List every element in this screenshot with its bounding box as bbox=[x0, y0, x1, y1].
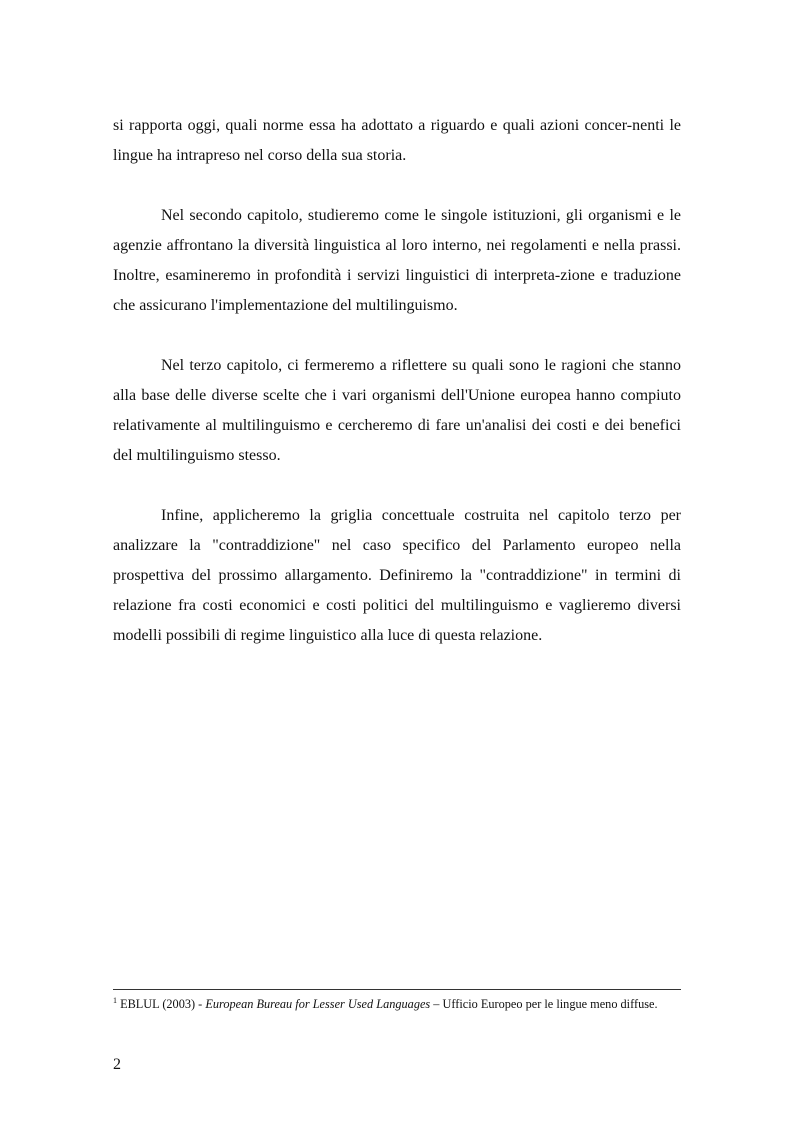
paragraph-second-chapter: Nel secondo capitolo, studieremo come le singole istituzioni, gli organismi e le agenzie affrontano la diversità linguistica al loro interno, nei regolamenti e nella prassi. Inoltre, esamineremo in profondità i servizi linguistici di interpreta-zione e traduzione che assicurano l'implementazione del multilinguismo. bbox=[113, 207, 681, 314]
paragraph-final: Infine, applicheremo la griglia concettuale costruita nel capitolo terzo per analizzare la "contraddizione" nel caso specifico del Parlamento europeo nella prospettiva del prossimo allargamento. Definiremo la "contraddizione" in termini di relazione fra costi economici e costi politici del multilinguismo e vaglieremo diversi modelli possibili di regime linguistico alla luce di questa relazione. bbox=[113, 507, 681, 644]
paragraph-third-chapter: Nel terzo capitolo, ci fermeremo a riflettere su quali sono le ragioni che stanno alla base delle diverse scelte che i vari organismi dell'Unione europea hanno compiuto relativamente al multilinguismo e cercheremo di fare un'analisi dei costi e dei benefici del multilinguismo stesso. bbox=[113, 357, 681, 464]
footnote-italic-title: European Bureau for Lesser Used Languages bbox=[205, 997, 431, 1011]
paragraph-continuation: si rapporta oggi, quali norme essa ha adottato a riguardo e quali azioni concer-nenti le lingue ha intrapreso nel corso della sua storia. bbox=[113, 117, 681, 164]
footnote bbox=[113, 996, 681, 1012]
page-number: 2 bbox=[113, 1056, 121, 1073]
footnote-marker: 1 bbox=[113, 996, 117, 1005]
body-text bbox=[113, 111, 681, 681]
footnote-tail: – Ufficio Europeo per le lingue meno diffuse. bbox=[430, 997, 658, 1011]
footnote-lead: EBLUL (2003) - bbox=[120, 997, 206, 1011]
footnote-separator bbox=[113, 989, 681, 990]
